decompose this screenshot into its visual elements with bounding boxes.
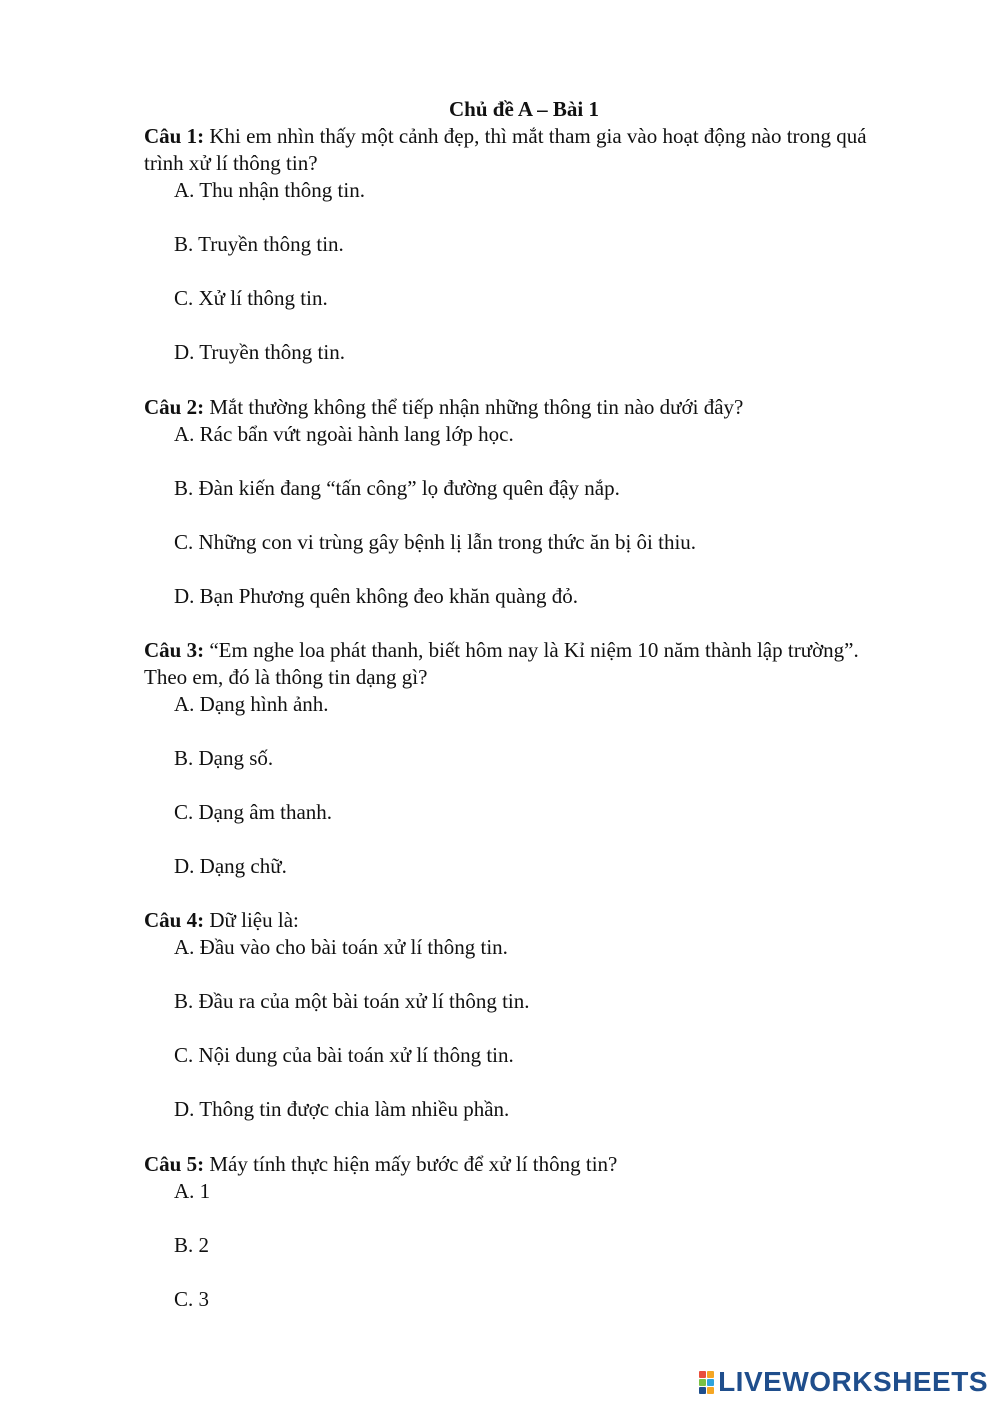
question-body: Khi em nhìn thấy một cảnh đẹp, thì mắt tham gia vào hoạt động nào trong quá trình xử lí thông tin? <box>144 124 867 175</box>
question-text <box>144 637 874 691</box>
logo-square <box>699 1371 706 1378</box>
page-title: Chủ đề A – Bài 1 <box>449 97 599 121</box>
question-label: Câu 2: <box>144 395 205 419</box>
answer-option[interactable]: C. Những con vi trùng gây bệnh lị lẫn trong thức ăn bị ôi thiu. <box>174 530 697 554</box>
logo-mark-icon <box>699 1371 714 1394</box>
logo-square <box>699 1379 706 1386</box>
answer-option[interactable]: D. Truyền thông tin. <box>174 340 345 364</box>
answer-option[interactable]: A. Dạng hình ảnh. <box>174 692 329 716</box>
question-3 <box>144 637 874 880</box>
question-text <box>144 123 874 177</box>
answer-option[interactable]: D. Bạn Phương quên không đeo khăn quàng đỏ. <box>174 584 578 608</box>
logo-text: LIVEWORKSHEETS <box>718 1366 988 1397</box>
question-body: Máy tính thực hiện mấy bước để xử lí thông tin? <box>204 1152 618 1176</box>
answer-option[interactable]: A. 1 <box>174 1179 211 1203</box>
answer-option[interactable]: B. Truyền thông tin. <box>174 232 344 256</box>
question-1 <box>144 123 874 366</box>
question-2 <box>144 394 874 610</box>
question-body: Dữ liệu là: <box>204 908 299 932</box>
question-4 <box>144 907 874 1123</box>
question-body: Mắt thường không thể tiếp nhận những thông tin nào dưới đây? <box>204 395 744 419</box>
answer-option[interactable]: A. Đầu vào cho bài toán xử lí thông tin. <box>174 935 508 959</box>
answer-option[interactable]: A. Rác bẩn vứt ngoài hành lang lớp học. <box>174 422 514 446</box>
answer-option[interactable]: A. Thu nhận thông tin. <box>174 178 365 202</box>
question-label: Câu 3: <box>144 638 205 662</box>
question-text <box>144 394 874 421</box>
answer-option[interactable]: D. Dạng chữ. <box>174 854 287 878</box>
question-5 <box>144 1151 874 1313</box>
question-text <box>144 1151 874 1178</box>
answer-option[interactable]: C. Xử lí thông tin. <box>174 286 328 310</box>
logo-square <box>707 1371 714 1378</box>
answer-option[interactable]: B. Đầu ra của một bài toán xử lí thông tin. <box>174 989 530 1013</box>
answer-option[interactable]: B. Dạng số. <box>174 746 274 770</box>
question-label: Câu 1: <box>144 124 205 148</box>
answer-option[interactable]: B. 2 <box>174 1233 210 1257</box>
question-label: Câu 4: <box>144 908 205 932</box>
liveworksheets-logo <box>699 1366 988 1398</box>
logo-square <box>707 1387 714 1394</box>
question-body: “Em nghe loa phát thanh, biết hôm nay là Kỉ niệm 10 năm thành lập trường”. Theo em, đó là thông tin dạng gì? <box>144 638 859 689</box>
answer-option[interactable]: C. 3 <box>174 1287 210 1311</box>
logo-square <box>707 1379 714 1386</box>
question-text <box>144 907 874 934</box>
logo-square <box>699 1387 706 1394</box>
answer-option[interactable]: B. Đàn kiến đang “tấn công” lọ đường quên đậy nắp. <box>174 476 620 500</box>
question-label: Câu 5: <box>144 1152 205 1176</box>
answer-option[interactable]: C. Nội dung của bài toán xử lí thông tin. <box>174 1043 514 1067</box>
answer-option[interactable]: C. Dạng âm thanh. <box>174 800 333 824</box>
answer-option[interactable]: D. Thông tin được chia làm nhiều phần. <box>174 1097 510 1121</box>
